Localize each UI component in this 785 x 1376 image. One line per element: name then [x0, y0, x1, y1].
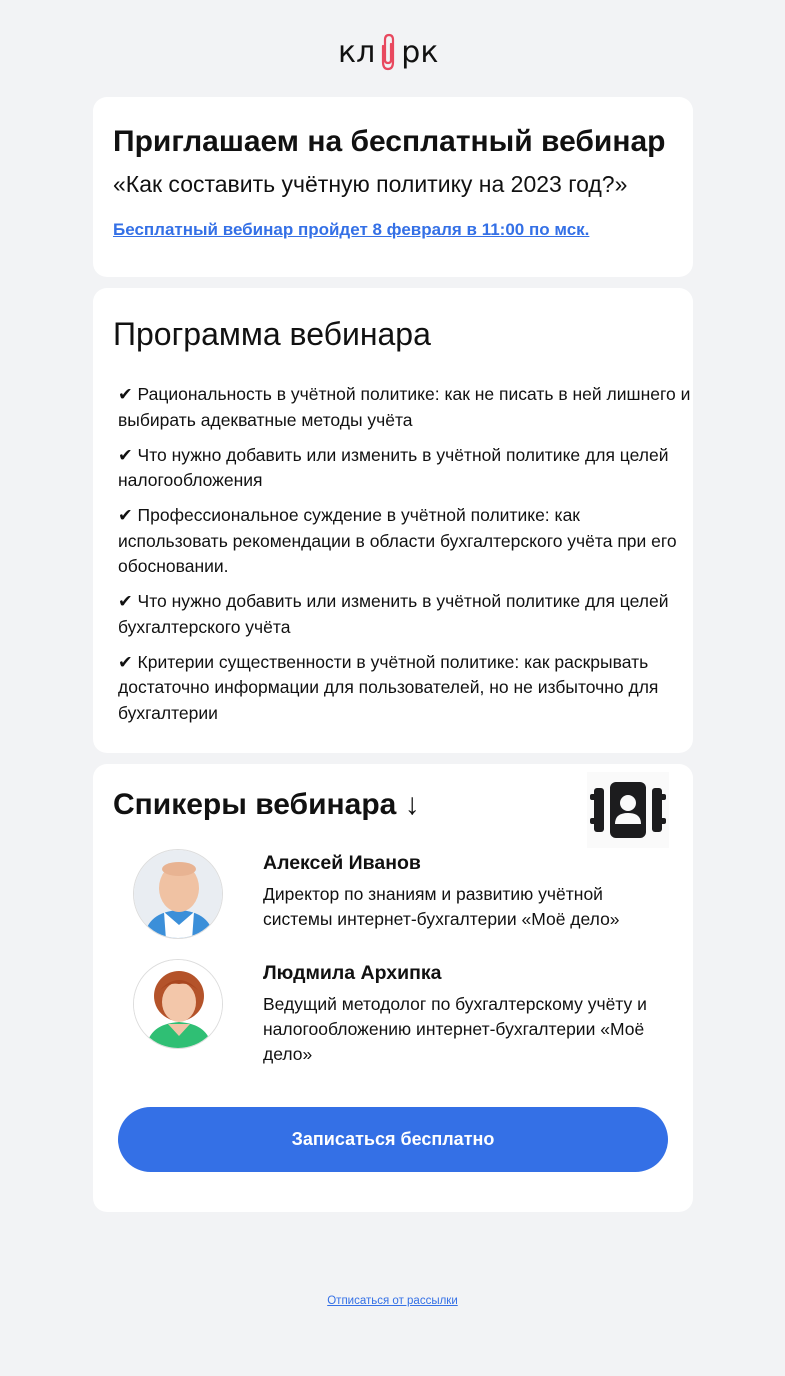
unsubscribe-link[interactable]: Отписаться от рассылки [327, 1295, 458, 1307]
program-item: ✔ Рациональность в учётной политике: как не писать в ней лишнего и выбирать адекватные методы учёта [118, 384, 691, 430]
program-item: ✔ Что нужно добавить или изменить в учётной политике для целей бухгалтерского учёта [118, 591, 669, 637]
webinar-date-link[interactable]: Бесплатный вебинар пройдет 8 февраля в 11:00 по мск. [113, 220, 590, 239]
logo-text-right: рк [401, 34, 439, 70]
speaker-name: Людмила Архипка [263, 962, 442, 984]
speaker-role: Ведущий методолог по бухгалтерскому учёту и налогообложению интернет-бухгалтерии «Моё дело» [263, 994, 647, 1064]
invite-heading: Приглашаем на бесплатный вебинар [113, 125, 666, 158]
invite-card [93, 97, 693, 277]
logo-text-left: кл [338, 34, 376, 70]
paperclip-icon [376, 32, 400, 72]
program-item: ✔ Критерии существенности в учётной политике: как раскрывать достаточно информации для пользователей, но не избыточно для бухгалтерии [118, 651, 659, 723]
program-item: ✔ Что нужно добавить или изменить в учётной политике для целей налогообложения [118, 444, 669, 490]
klerk-logo[interactable] [338, 30, 448, 74]
program-heading: Программа вебинара [113, 316, 431, 352]
footer [0, 1291, 785, 1309]
speaker-avatar [133, 849, 223, 939]
program-item: ✔ Профессиональное суждение в учётной политике: как использовать рекомендации в области бухгалтерского учёта при его обосновании. [118, 505, 677, 576]
contacts-icon-glyph [590, 782, 666, 838]
speaker-role: Директор по знаниям и развитию учётной системы интернет-бухгалтерии «Моё дело» [263, 884, 620, 929]
logo-wordmark [338, 32, 438, 72]
program-card [93, 288, 693, 753]
speaker-name: Алексей Иванов [263, 852, 421, 874]
speakers-heading: Спикеры вебинара ↓ [113, 788, 420, 821]
speaker-avatar [133, 959, 223, 1049]
register-button[interactable]: Записаться бесплатно [118, 1107, 668, 1172]
speakers-card [93, 764, 693, 1212]
program-list [118, 382, 693, 736]
contacts-icon [587, 772, 669, 848]
webinar-title: «Как составить учётную политику на 2023 год?» [113, 171, 628, 197]
